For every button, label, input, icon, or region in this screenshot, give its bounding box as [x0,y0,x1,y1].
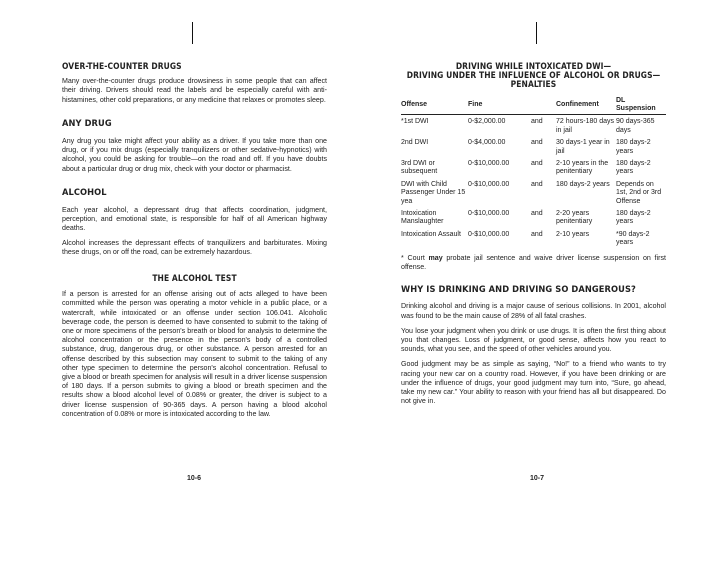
cell-confinement: 180 days-2 years [556,180,610,188]
table-row [401,118,666,139]
cell-confinement: 30 days-1 year in jail [556,139,610,155]
footnote-prefix: * Court [401,253,429,262]
why-heading: WHY IS DRINKING AND DRIVING SO DANGEROUS? [401,284,636,296]
cell-dl-suspension: 180 days-2 years [616,160,651,176]
cell-fine: 0-$10,000.00 [468,230,510,238]
table-header-row [401,96,666,115]
alcohol-text-1: Each year alcohol, a depressant drug that affects coordination, judgment, perception, and emotional state, is responsible for half of all American highway deaths. [62,206,327,233]
otc-text: Many over-the-counter drugs produce drowsiness in some people that can affect their driving. Drivers should read the labels and be especially careful with anti-histamines, other cold preparations, or any medicine that relaxes or promotes sleep. [62,77,327,104]
cell-fine: 0-$10,000.00 [468,160,510,168]
header-blank [531,96,556,115]
table-row [401,210,666,231]
why-paragraph-2: You lose your judgment when you drink or use drugs. It is often the first thing about you that changes. Loss of judgment, or good sense, affects how you react to sounds, what you see, and the speed of other vehicles around you. [401,326,666,354]
cell-and: and [531,210,543,218]
cell-confinement: 2-20 years penitentiary [556,210,593,226]
cell-offense: Intoxication Assault [401,230,461,238]
left-page [62,62,327,419]
table-row [401,181,666,210]
cell-offense: 2nd DWI [401,139,429,147]
cell-confinement: 2-10 years in the penitentiary [556,160,609,176]
cell-offense: DWI with Child Passenger Under 15 yea [401,180,466,205]
cell-and: and [531,230,543,238]
dwi-title-line1: DRIVING WHILE INTOXICATED DWI— [455,61,612,71]
cell-confinement: 2-10 years [556,230,590,238]
alcohol-text-2: Alcohol increases the depressant effects of tranquilizers and barbiturates. Mixing these drugs, on or off the road, can be extremely hazardous. [62,238,327,256]
footnote-rest: probate jail sentence and waive driver license suspension on first offense. [401,253,666,271]
binding-mark-left [192,22,193,44]
dwi-title-line2: DRIVING UNDER THE INFLUENCE OF ALCOHOL OR DRUGS— [406,70,661,81]
alcohol-test-heading: THE ALCOHOL TEST [152,273,237,284]
cell-dl-suspension: *90 days-2 years [616,230,650,247]
cell-and: and [531,160,543,168]
cell-offense: Intoxication Manslaughter [401,210,444,226]
cell-dl-suspension: 180 days-2 years [616,139,651,155]
alcohol-heading: ALCOHOL [62,186,107,198]
why-paragraph-3: Good judgment may be as simple as saying, “No!” to a friend who wants to try racing your new car on a country road. However, if you have been drinking or are under the influence of drugs, your good judgment may turn into, “Sure, go ahead, take my new car.” Your ability to reason with your friend has all but disappeared. Do not give in. [401,360,666,406]
anydrug-text: Any drug you take might affect your ability as a driver. If you take more than one drug, or if you mix drugs (especially tranquilizers or other sedative-hypnotics) with alcohol, you could be asking for trouble—on the road and off. If you have doubts about a particular drug or drug mix, check with your doctor or pharmacist. [62,137,327,173]
header-confinement: Confinement [556,96,616,115]
cell-offense: *1st DWI [401,118,429,126]
cell-offense: 3rd DWI or subsequent [401,160,438,176]
right-page [401,62,666,406]
table-row [401,139,666,160]
header-fine: Fine [468,96,531,115]
footnote [401,254,666,272]
page-number-right: 10-7 [530,475,545,482]
page-number-left: 10-6 [187,475,202,482]
penalties-table [401,96,666,252]
cell-fine: 0-$10,000.00 [468,210,510,218]
cell-dl-suspension: Depends on 1st, 2nd or 3rd Offense [616,180,662,205]
otc-heading: OVER-THE-COUNTER DRUGS [62,61,182,71]
cell-dl-suspension: 180 days-2 years [616,210,651,226]
table-row [401,231,666,252]
cell-fine: 0-$4,000.00 [468,139,506,147]
cell-and: and [531,139,543,147]
header-dl-suspension: DL Suspension [616,96,666,115]
table-row [401,160,666,181]
footnote-may: may [428,253,443,262]
anydrug-heading: ANY DRUG [62,117,112,129]
cell-and: and [531,180,543,188]
why-paragraph-1: Drinking alcohol and driving is a major cause of serious collisions. In 2001, alcohol was found to be the main cause of 28% of all fatal crashes. [401,302,666,320]
cell-confinement: 72 hours-180 days in jail [556,118,614,134]
cell-fine: 0-$2,000.00 [468,118,506,126]
binding-mark-right [536,22,537,44]
cell-fine: 0-$10,000.00 [468,180,510,188]
alcohol-test-text: If a person is arrested for an offense arising out of acts alleged to have been committed while the person was operating a motor vehicle in a public place, or a watercraft, while intoxicated or an offense under section 106.041. Alcoholic beverage code, the person is deemed to have consented to submit to the taking of one or more specimens of the person's breath or blood for analysis to determine the alcohol concentration or the presence in the person's body of a controlled substance, drug, dangerous drug, or other substance. A person arrested for an offense described by this subsection may consent to submit to the taking of any other type specimen to determine the person's alcohol concentration. Refusal to give a blood or breath specimen for analysis will result in a driver license suspension of 180 days. If a person submits to giving a blood or breath specimen and the results show a blood alcohol level of 0.08% or greater, the driver is subject to a driver license suspension of 90-365 days. A person having a blood alcohol concentration of 0.08% or more is intoxicated according to the law. [62,290,327,418]
cell-dl-suspension: 90 days-365 days [616,118,655,134]
dwi-title-line3: PENALTIES [510,79,557,90]
cell-and: and [531,118,543,126]
header-offense: Offense [401,96,468,115]
